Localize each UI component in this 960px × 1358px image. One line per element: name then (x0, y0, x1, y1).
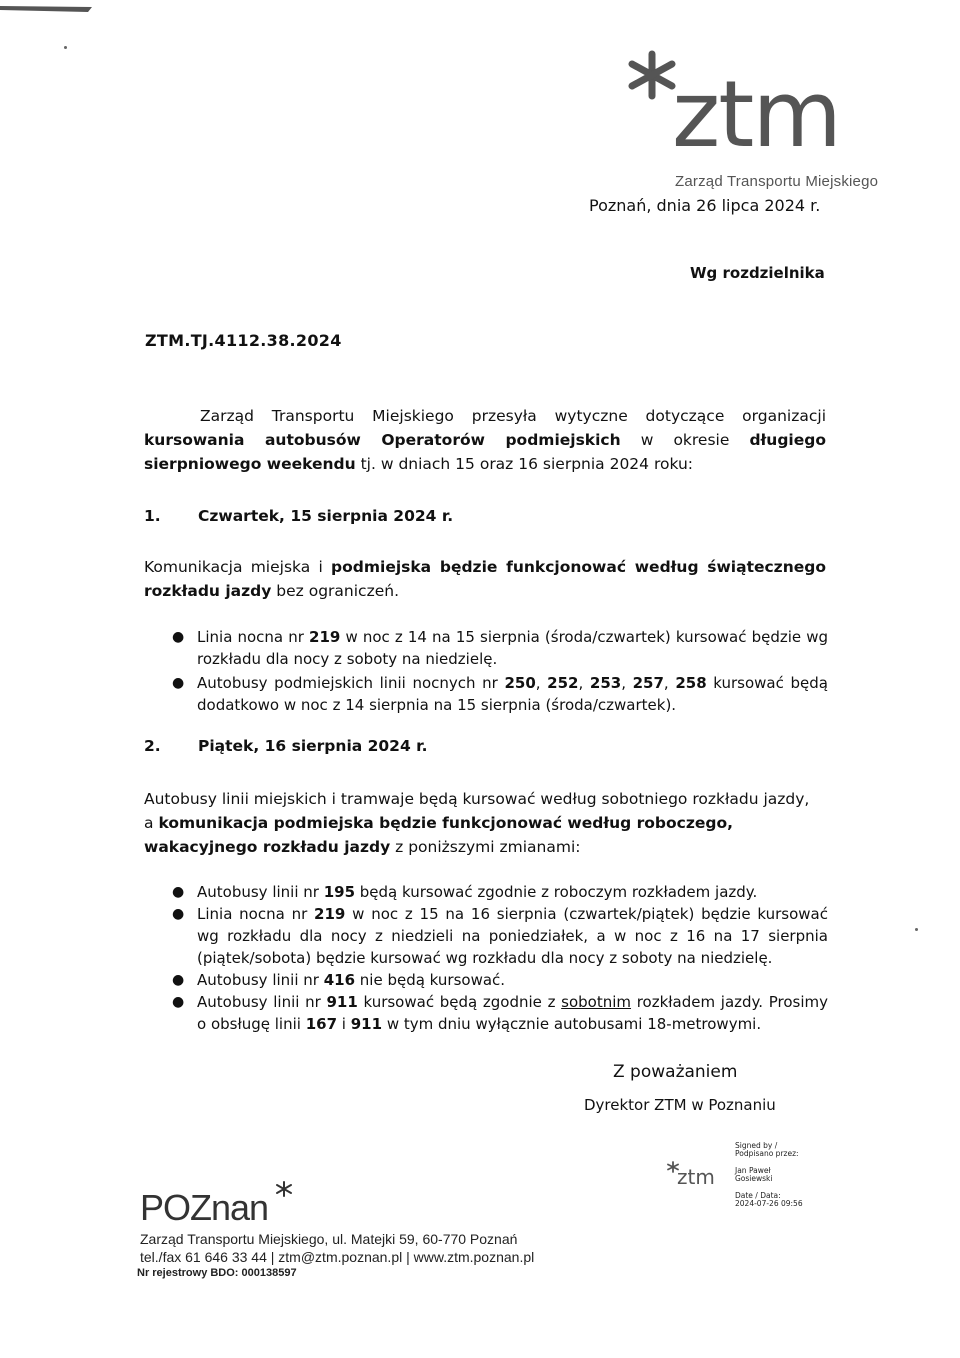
list-item: ● Autobusy podmiejskich linii nocnych nr 250, 252, 253, 257, 258 kursować będą dodatkowo w noc z 14 sierpnia na 15 sierpnia (środa/czwartek). (172, 674, 828, 714)
signature-ztm-logo (665, 1160, 720, 1188)
recipient: Wg rozdzielnika (690, 264, 825, 282)
list-item: ● Autobusy linii nr 911 kursować będą zgodnie z sobotnim rozkładem jazdy. Prosimy o obsługę linii 167 i 911 w tym dniu wyłącznie autobusami 18-metrowymi. (172, 993, 828, 1033)
list-item: ● Linia nocna nr 219 w noc z 15 na 16 sierpnia (czwartek/piątek) będzie kursować wg rozkładu dla nocy z niedzieli na poniedziałek, a w noc z 16 na 17 sierpnia (piątek/sobota) będzie kursować wg rozkładu dla nocy z soboty na niedzielę. (172, 905, 829, 967)
scan-edge-mark (0, 4, 92, 12)
logo-caption: Zarząd Transportu Miejskiego (675, 173, 879, 190)
section-1-paragraph: Komunikacja miejska i podmiejska będzie funkcjonować według świątecznego rozkładu jazdy bez ograniczeń. (144, 558, 826, 600)
list-item: ● Linia nocna nr 219 w noc z 14 na 15 sierpnia (środa/czwartek) kursować będzie wg rozkładu dla nocy z soboty na niedzielę. (172, 628, 829, 668)
list-item: ● Autobusy linii nr 416 nie będą kursować. (172, 971, 506, 989)
electronic-signature-stamp (665, 1140, 825, 1215)
svg-text:ztm: ztm (677, 1165, 715, 1188)
section-2-list (172, 881, 828, 1035)
section-2-heading: 2. Piątek, 16 sierpnia 2024 r. (144, 737, 428, 755)
bullet-icon: ● (172, 994, 185, 1010)
list-item: ● Autobusy linii nr 195 będą kursować zgodnie z roboczym rozkładem jazdy. (172, 883, 758, 901)
signer-title: Dyrektor ZTM w Poznaniu (584, 1096, 776, 1114)
bullet-icon: ● (172, 972, 185, 988)
svg-text:POZnan: POZnan (140, 1187, 269, 1226)
signature-details: Signed by / Podpisano przez: Jan Paweł Gosiewski Date / Data: 2024-07-26 09:56 (735, 1141, 803, 1208)
bullet-icon: ● (172, 675, 185, 691)
intro-paragraph: Zarząd Transportu Miejskiego przesyła wytyczne dotyczące organizacji kursowania autobusów Operatorów podmiejskich w okresie długiego sierpniowego weekendu tj. w dniach 15 oraz 16 sierpnia 2024 roku: (144, 407, 826, 473)
scan-speck (64, 46, 67, 49)
asterisk-icon (632, 54, 672, 96)
reference-number: ZTM.TJ.4112.38.2024 (145, 331, 342, 350)
star-icon (277, 1182, 291, 1196)
footer-bdo: Nr rejestrowy BDO: 000138597 (137, 1267, 297, 1279)
letter-date: Poznań, dnia 26 lipca 2024 r. (589, 196, 821, 215)
footer-address: Zarząd Transportu Miejskiego, ul. Matejki 59, 60-770 Poznań (140, 1231, 518, 1247)
bullet-icon: ● (172, 629, 185, 645)
bullet-icon: ● (172, 906, 185, 922)
section-1-heading: 1. Czwartek, 15 sierpnia 2024 r. (144, 507, 454, 525)
scan-speck (915, 928, 918, 931)
ztm-logo-text: ztm (672, 61, 840, 156)
footer-contact: tel./fax 61 646 33 44 | ztm@ztm.poznan.pl | www.ztm.poznan.pl (140, 1249, 535, 1265)
bullet-icon: ● (172, 884, 185, 900)
section-1-list (172, 626, 828, 716)
closing-salutation: Z poważaniem (613, 1062, 738, 1082)
ztm-logo (610, 46, 860, 156)
poznan-city-logo (140, 1178, 310, 1226)
section-2-paragraph: Autobusy linii miejskich i tramwaje będą kursować według sobotniego rozkładu jazdy, a komunikacja podmiejska będzie funkcjonować według roboczego, wakacyjnego rozkładu jazdy z poniższymi zmianami: (144, 790, 810, 856)
